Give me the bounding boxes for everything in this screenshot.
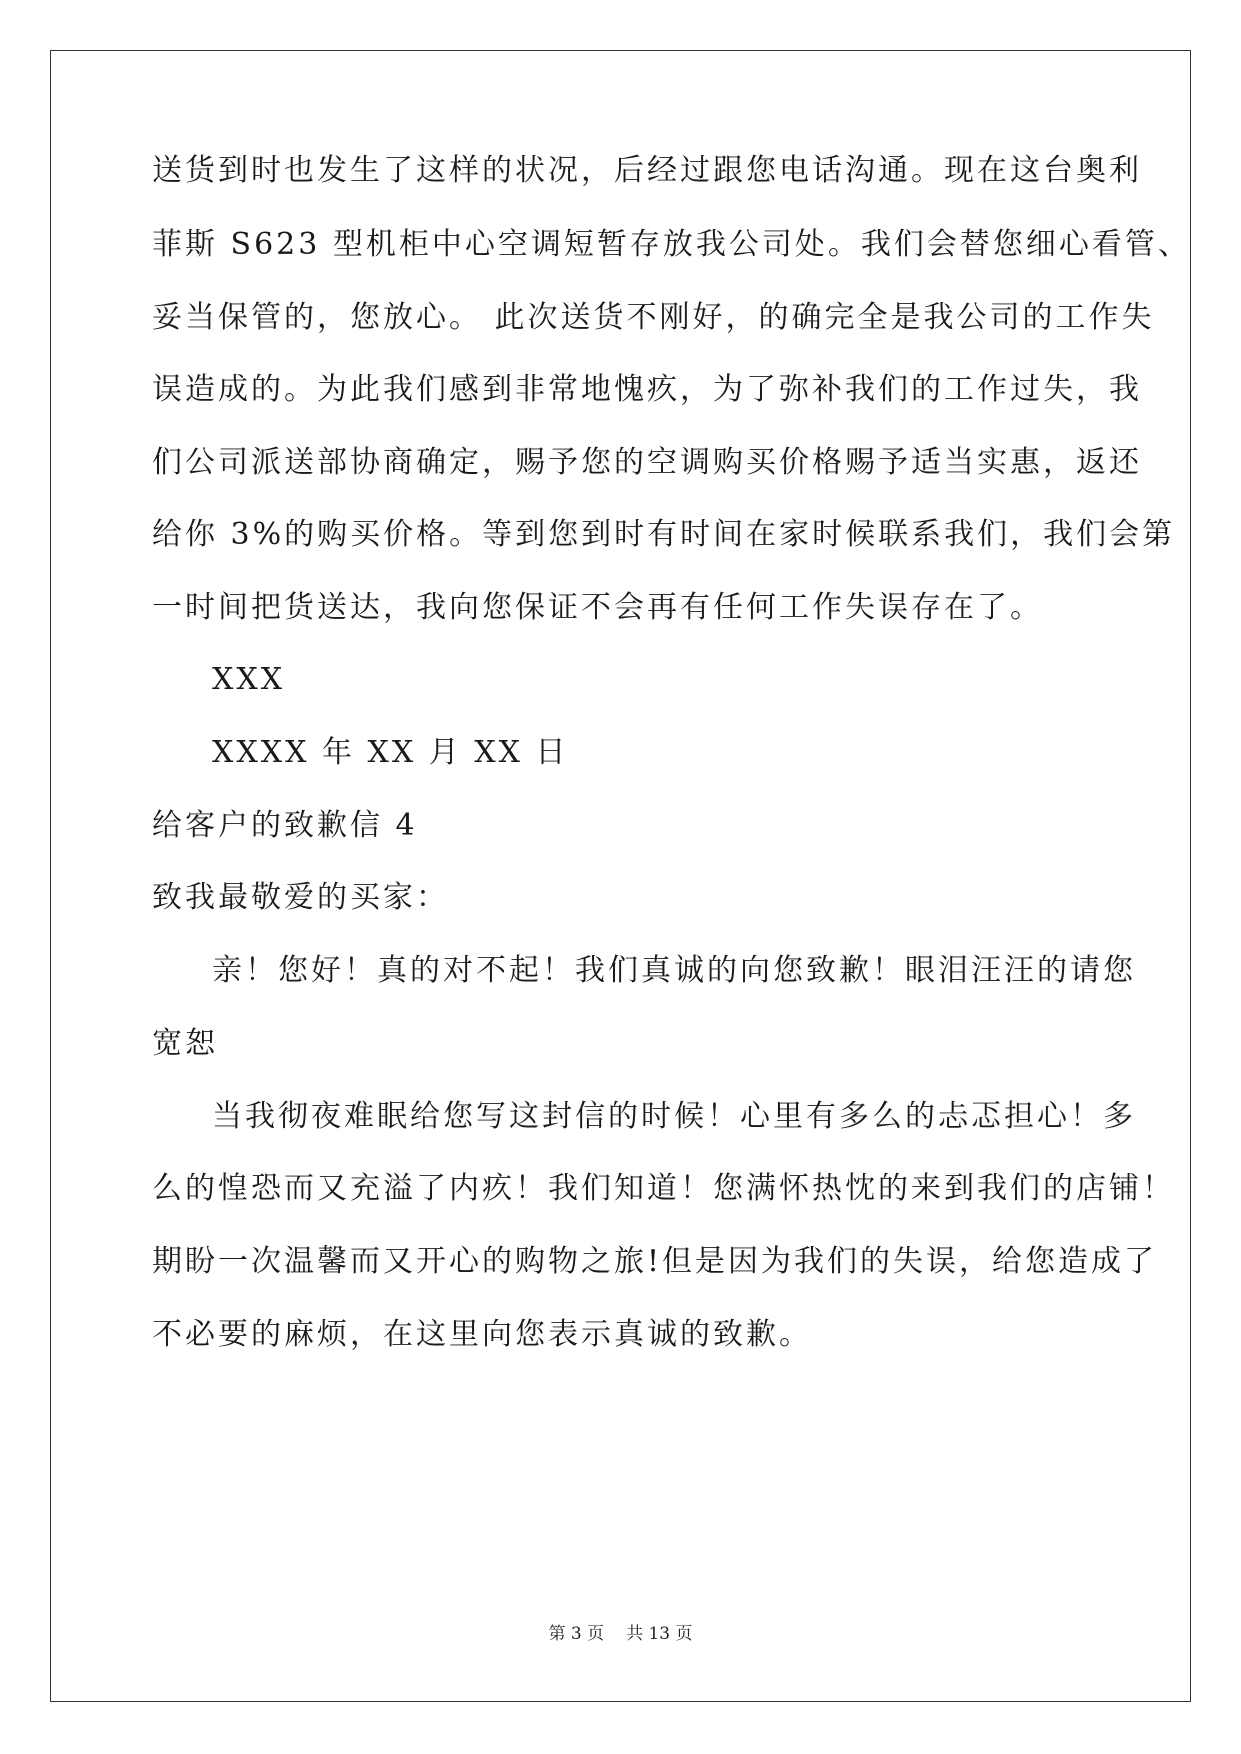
salutation: 致我最敬爱的买家： [152, 880, 449, 915]
page-total: 共 13 页 [626, 1624, 693, 1644]
signature-name: XXX [212, 662, 286, 697]
body-text-line: 送货到时也发生了这样的状况，后经过跟您电话沟通。现在这台奥利 [152, 153, 1142, 188]
body-text-line: 当我彻夜难眠给您写这封信的时候！心里有多么的忐忑担心！多 [212, 1099, 1136, 1134]
body-text-line: 菲斯 S623 型机柜中心空调短暂存放我公司处。我们会替您细心看管、 [152, 227, 1191, 262]
body-text-line: 不必要的麻烦，在这里向您表示真诚的致歉。 [152, 1317, 812, 1352]
body-text-line: 宽恕 [152, 1026, 218, 1061]
page-footer [0, 1622, 1241, 1646]
signature-date: XXXX 年 XX 月 XX 日 [212, 735, 569, 770]
body-text-line: 期盼一次温馨而又开心的购物之旅!但是因为我们的失误，给您造成了 [152, 1244, 1158, 1279]
section-heading: 给客户的致歉信 4 [152, 808, 418, 843]
body-text-line: 一时间把货送达，我向您保证不会再有任何工作失误存在了。 [152, 590, 1043, 625]
body-text-line: 误造成的。为此我们感到非常地愧疚，为了弥补我们的工作过失，我 [152, 372, 1142, 407]
body-text-line: 亲！您好！真的对不起！我们真诚的向您致歉！眼泪汪汪的请您 [212, 953, 1136, 988]
body-text-line: 们公司派送部协商确定，赐予您的空调购买价格赐予适当实惠，返还 [152, 445, 1142, 480]
body-text-line: 么的惶恐而又充溢了内疚！我们知道！您满怀热忱的来到我们的店铺！ [152, 1171, 1175, 1206]
page-number: 第 3 页 [548, 1624, 605, 1644]
body-text-line: 给你 3%的购买价格。等到您到时有时间在家时候联系我们，我们会第 [152, 517, 1176, 552]
body-text-line: 妥当保管的，您放心。 此次送货不刚好，的确完全是我公司的工作失 [152, 300, 1155, 335]
